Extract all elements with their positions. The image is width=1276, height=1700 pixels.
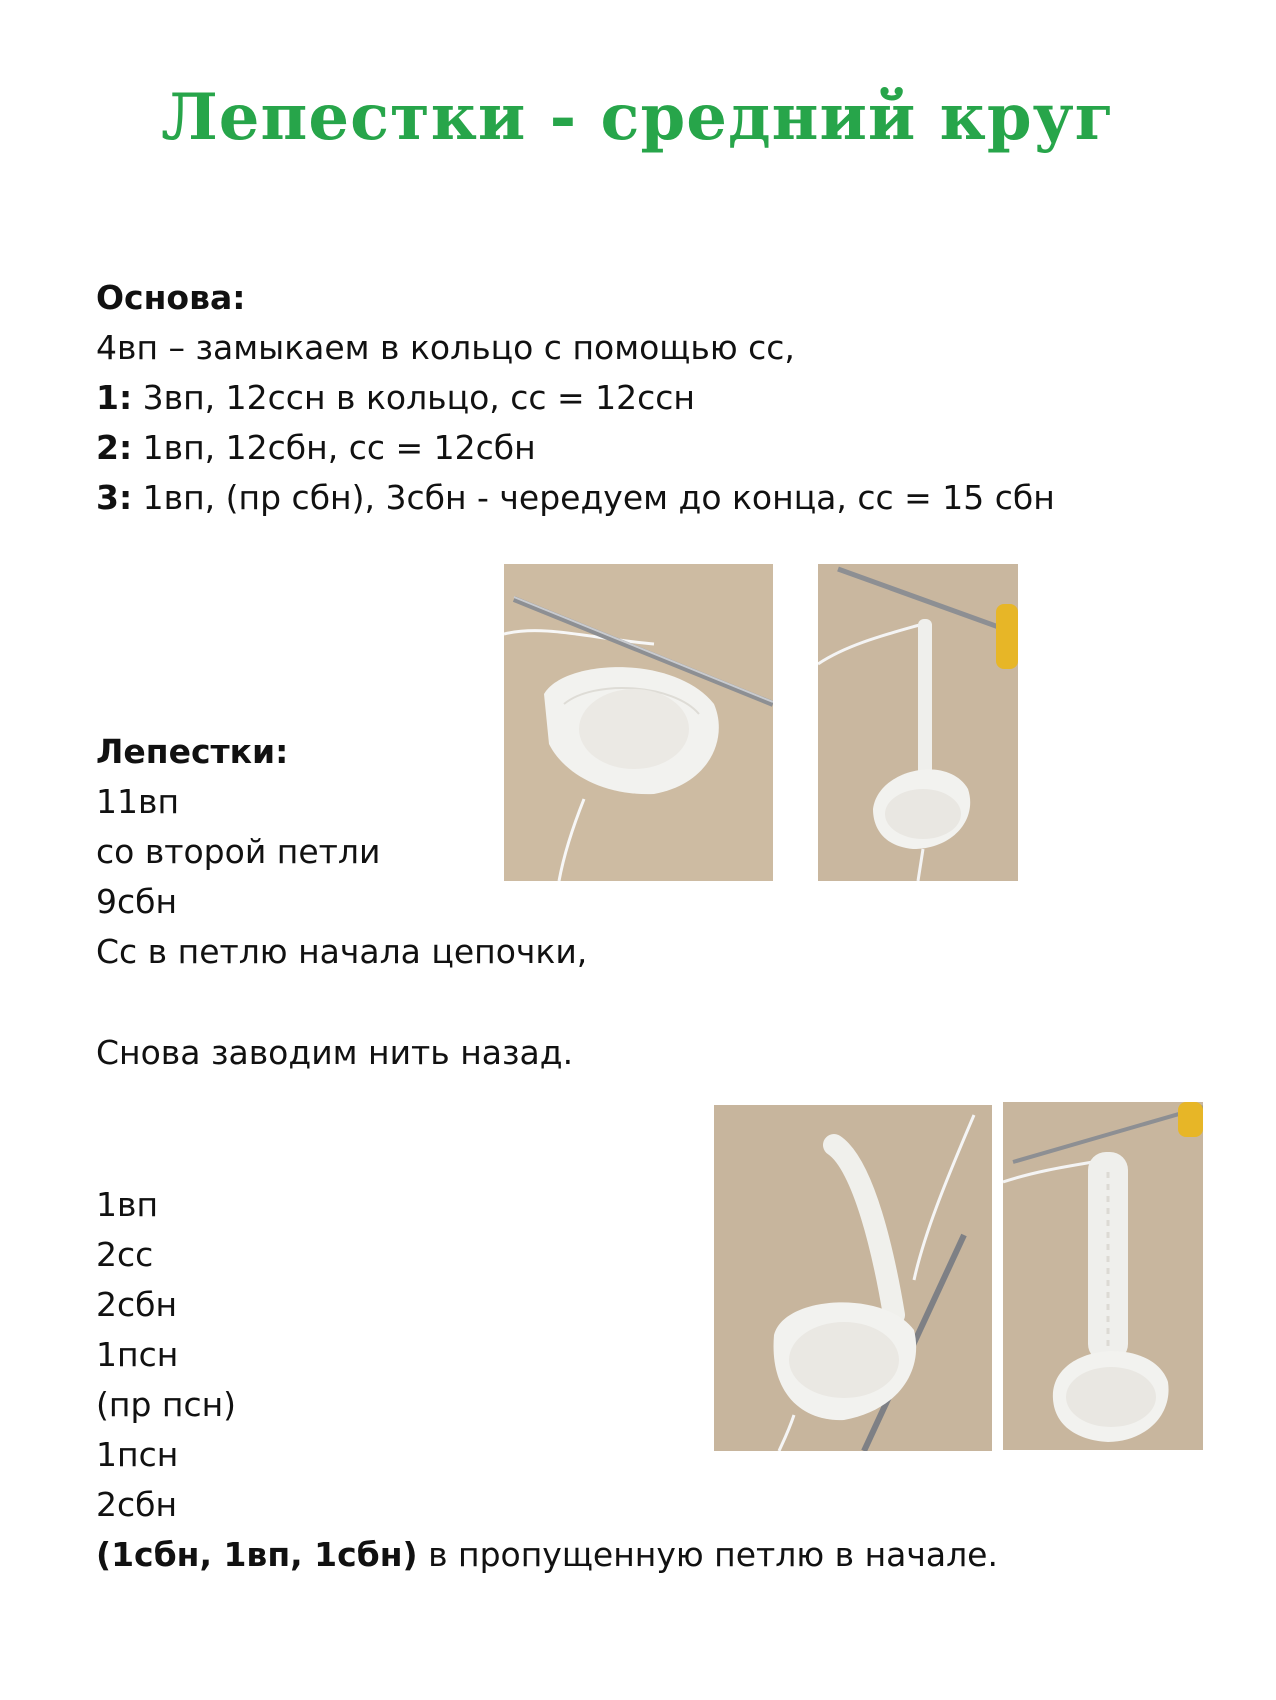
step-line: 2сбн	[96, 1285, 178, 1324]
step-line: 2сс	[96, 1235, 154, 1274]
step-line: (пр псн)	[96, 1385, 237, 1424]
row-text: 3вп, 12ссн в кольцо, сс = 12ссн	[132, 378, 696, 417]
petals-line: 11вп	[96, 782, 180, 821]
base-line-0: 4вп – замыкаем в кольцо с помощью сс,	[96, 328, 795, 367]
base-row-3	[96, 478, 1055, 518]
step-line: 1псн	[96, 1435, 179, 1474]
base-row-1	[96, 378, 695, 418]
step-line: 1вп	[96, 1185, 159, 1224]
petals-line: со второй петли	[96, 832, 381, 871]
row-text: 1вп, 12сбн, сс = 12сбн	[132, 428, 536, 467]
row-number: 2:	[96, 428, 133, 467]
row-number: 1:	[96, 378, 133, 417]
petals-note: Снова заводим нить назад.	[96, 1033, 574, 1072]
petals-line: 9сбн	[96, 882, 178, 921]
final-step-line	[96, 1535, 998, 1575]
row-number: 3:	[96, 478, 133, 517]
base-heading: Основа:	[96, 278, 246, 317]
petals-heading: Лепестки:	[96, 732, 289, 771]
final-step-bold: (1сбн, 1вп, 1сбн)	[96, 1535, 418, 1574]
step-line: 2сбн	[96, 1485, 178, 1524]
row-text: 1вп, (пр сбн), 3сбн - чередуем до конца, сс = 15 сбн	[132, 478, 1055, 517]
page-title: Лепестки - средний круг	[161, 80, 1115, 155]
final-step-text: в пропущенную петлю в начале.	[417, 1535, 998, 1574]
crochet-photo-base-with-hook	[504, 564, 773, 881]
base-row-2	[96, 428, 536, 468]
petals-line: Сс в петлю начала цепочки,	[96, 932, 588, 971]
crochet-photo-petal-bent	[714, 1105, 992, 1451]
step-line: 1псн	[96, 1335, 179, 1374]
crochet-photo-chain-up	[818, 564, 1018, 881]
crochet-photo-petal-straight	[1003, 1102, 1203, 1450]
